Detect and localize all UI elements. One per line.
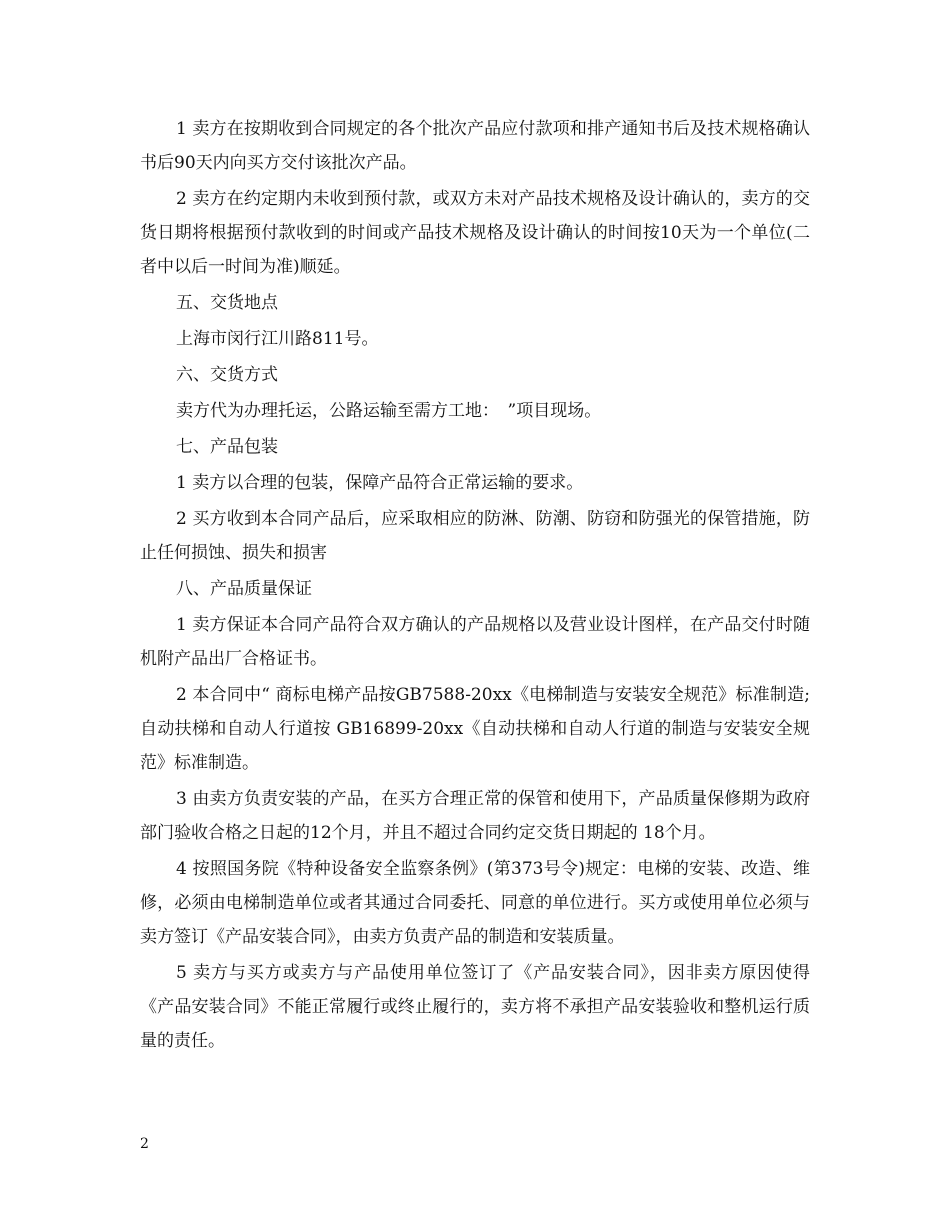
- paragraph-quality-4: 4 按照国务院《特种设备安全监察条例》(第373号令)规定：电梯的安装、改造、维修，必须由电梯制造单位或者其通过合同委托、同意的单位进行。买方或使用单位必须与卖方签订《产品安装合同》，由卖方负责产品的制造和安装质量。: [140, 859, 810, 947]
- paragraph-packaging-1: 1 卖方以合理的包装，保障产品符合正常运输的要求。: [176, 473, 584, 493]
- paragraph-quality-1: 1 卖方保证本合同产品符合双方确认的产品规格以及营业设计图样，在产品交付时随机附产品出厂合格证书。: [140, 615, 810, 669]
- paragraph-packaging-2: 2 买方收到本合同产品后，应采取相应的防淋、防潮、防窃和防强光的保管措施，防止任何损蚀、损失和损害: [140, 509, 810, 563]
- paragraph-quality-2: 2 本合同中“ 商标电梯产品按GB7588-20xx《电梯制造与安装安全规范》标准制造;自动扶梯和自动人行道按 GB16899-20xx《自动扶梯和自动人行道的制造与安装安全规范》标准制造。: [140, 685, 810, 773]
- paragraph-delivery-2: 2 卖方在约定期内未收到预付款，或双方未对产品技术规格及设计确认的，卖方的交货日期将根据预付款收到的时间或产品技术规格及设计确认的时间按10天为一个单位(二者中以后一时间为准)顺延。: [140, 189, 810, 277]
- section-heading-quality: 八、产品质量保证: [176, 579, 312, 599]
- paragraph-delivery-location: 上海市闵行江川路811号。: [176, 329, 379, 349]
- section-heading-delivery-method: 六、交货方式: [176, 365, 278, 385]
- paragraph-quality-3: 3 由卖方负责安装的产品，在买方合理正常的保管和使用下，产品质量保修期为政府部门验收合格之日起的12个月，并且不超过合同约定交货日期起的 18个月。: [140, 789, 810, 843]
- paragraph-delivery-method: 卖方代为办理托运，公路运输至需方工地： ”项目现场。: [176, 401, 602, 421]
- section-heading-packaging: 七、产品包装: [176, 437, 278, 457]
- paragraph-quality-5: 5 卖方与买方或卖方与产品使用单位签订了《产品安装合同》，因非卖方原因使得《产品安装合同》不能正常履行或终止履行的，卖方将不承担产品安装验收和整机运行质量的责任。: [140, 963, 810, 1051]
- document-body: [140, 112, 810, 1060]
- paragraph-delivery-1: 1 卖方在按期收到合同规定的各个批次产品应付款项和排产通知书后及技术规格确认书后90天内向买方交付该批次产品。: [140, 119, 810, 173]
- page-number: 2: [140, 1136, 149, 1152]
- section-heading-delivery-location: 五、交货地点: [176, 293, 278, 313]
